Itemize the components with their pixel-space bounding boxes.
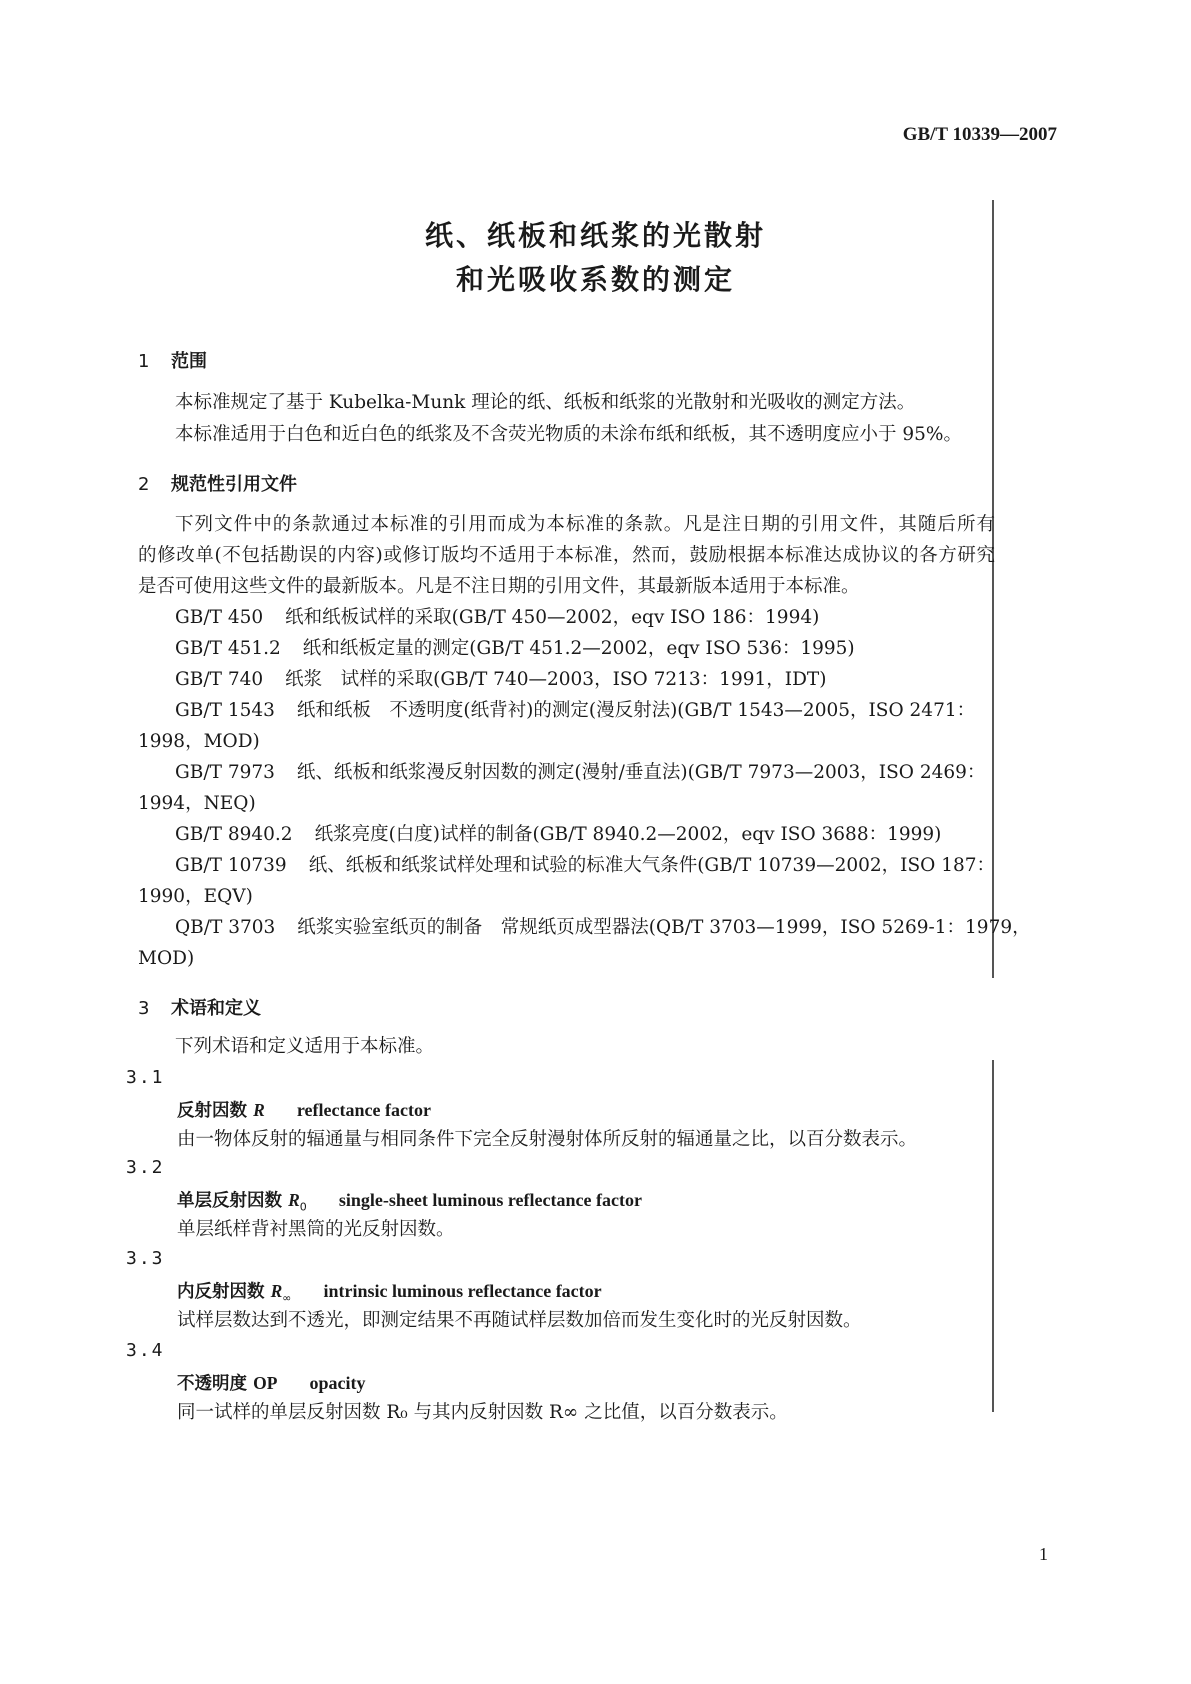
section-1-heading [138, 347, 207, 373]
reference-continuation: 1998，MOD) [138, 731, 260, 752]
clause-number: 3.4 [126, 1340, 165, 1361]
section-1-para-2: 本标准适用于白色和近白色的纸浆及不含荧光物质的未涂布纸和纸板，其不透明度应小于 95%。 [175, 424, 963, 445]
section-3-heading [138, 994, 261, 1020]
reference-item [175, 633, 855, 665]
document-title-line1: 纸、纸板和纸浆的光散射 [424, 219, 766, 252]
section-1-para-1: 本标准规定了基于 Kubelka-Munk 理论的纸、纸板和纸浆的光散射和光吸收的测定方法。 [175, 392, 916, 413]
reference-code: GB/T 7973 [175, 762, 275, 783]
reference-code: GB/T 451.2 [175, 638, 281, 659]
clause-number: 3.2 [126, 1157, 165, 1178]
section-3-title: 术语和定义 [171, 998, 261, 1019]
section-2-para-line-1: 下列文件中的条款通过本标准的引用而成为本标准的条款。凡是注日期的引用文件，其随后所有 [175, 514, 995, 535]
term-en: opacity [309, 1373, 366, 1393]
term-en: intrinsic luminous reflectance factor [323, 1281, 602, 1301]
document-title-line2: 和光吸收系数的测定 [455, 263, 735, 296]
reference-item [175, 912, 1031, 944]
section-2-number: 2 [138, 474, 150, 495]
term-definition: 试样层数达到不透光，即测定结果不再随试样层数加倍而发生变化时的光反射因数。 [177, 1310, 862, 1331]
page-number: 1 [1039, 1544, 1048, 1564]
reference-item [175, 695, 975, 727]
term-symbol: OP [253, 1373, 278, 1393]
section-2-para-line-2: 的修改单(不包括勘误的内容)或修订版均不适用于本标准，然而，鼓励根据本标准达成协议的各方研究 [138, 545, 995, 566]
clause-number: 3.3 [126, 1248, 165, 1269]
reference-title: 纸、纸板和纸浆漫反射因数的测定(漫射/垂直法)(GB/T 7973—2003，ISO 2469： [296, 762, 986, 783]
reference-item [175, 850, 995, 882]
standard-code: GB/T 10339—2007 [902, 124, 1057, 145]
reference-title: 纸浆实验室纸页的制备 常规纸页成型器法(QB/T 3703—1999，ISO 5269-1：1979， [297, 917, 1031, 938]
term-symbol: R [270, 1281, 283, 1301]
term-symbol: R [288, 1190, 300, 1210]
reference-item [175, 602, 819, 634]
term-zh: 不透明度 [177, 1374, 247, 1394]
term-zh: 反射因数 [177, 1101, 247, 1121]
reference-code: QB/T 3703 [175, 917, 276, 938]
term-heading [177, 1278, 602, 1305]
reference-code: GB/T 740 [175, 669, 264, 690]
section-3-intro: 下列术语和定义适用于本标准。 [175, 1036, 435, 1057]
term-heading [177, 1370, 366, 1395]
reference-item [175, 664, 826, 696]
term-zh: 内反射因数 [177, 1282, 265, 1302]
clause-number: 3.1 [126, 1067, 165, 1088]
term-definition: 同一试样的单层反射因数 R₀ 与其内反射因数 R∞ 之比值，以百分数表示。 [177, 1402, 788, 1423]
reference-continuation: 1990，EQV) [138, 886, 253, 907]
reference-code: GB/T 450 [175, 607, 264, 628]
term-definition: 由一物体反射的辐通量与相同条件下完全反射漫射体所反射的辐通量之比，以百分数表示。 [177, 1129, 918, 1150]
reference-continuation: 1994，NEQ) [138, 793, 256, 814]
term-subscript: ∞ [282, 1291, 292, 1305]
term-subscript: 0 [299, 1200, 307, 1214]
reference-item [175, 757, 985, 789]
margin-line-bottom [992, 1060, 994, 1412]
section-2-title: 规范性引用文件 [171, 474, 297, 495]
section-1-title: 范围 [171, 351, 207, 372]
section-3-number: 3 [138, 998, 150, 1019]
reference-title: 纸和纸板试样的采取(GB/T 450—2002，eqv ISO 186：1994) [285, 607, 820, 628]
term-definition: 单层纸样背衬黑筒的光反射因数。 [177, 1219, 455, 1240]
reference-title: 纸浆 试样的采取(GB/T 740—2003，ISO 7213：1991，IDT) [285, 669, 827, 690]
reference-item [175, 819, 941, 851]
term-heading [177, 1097, 431, 1122]
term-en: single-sheet luminous reflectance factor [338, 1190, 642, 1210]
term-zh: 单层反射因数 [177, 1191, 282, 1211]
term-symbol: R [253, 1100, 265, 1120]
reference-code: GB/T 1543 [175, 700, 275, 721]
reference-code: GB/T 10739 [175, 855, 287, 876]
section-2-para-line-3: 是否可使用这些文件的最新版本。凡是不注日期的引用文件，其最新版本适用于本标准。 [138, 576, 860, 597]
reference-code: GB/T 8940.2 [175, 824, 293, 845]
section-2-heading [138, 470, 297, 496]
reference-title: 纸和纸板定量的测定(GB/T 451.2—2002，eqv ISO 536：1995) [302, 638, 855, 659]
term-en: reflectance factor [296, 1100, 431, 1120]
reference-title: 纸、纸板和纸浆试样处理和试验的标准大气条件(GB/T 10739—2002，ISO 187： [308, 855, 996, 876]
reference-title: 纸和纸板 不透明度(纸背衬)的测定(漫反射法)(GB/T 1543—2005，ISO 2471： [296, 700, 976, 721]
reference-title: 纸浆亮度(白度)试样的制备(GB/T 8940.2—2002，eqv ISO 3688：1999) [314, 824, 942, 845]
reference-continuation: MOD) [138, 948, 195, 969]
term-heading [177, 1187, 642, 1214]
section-1-number: 1 [138, 351, 150, 372]
